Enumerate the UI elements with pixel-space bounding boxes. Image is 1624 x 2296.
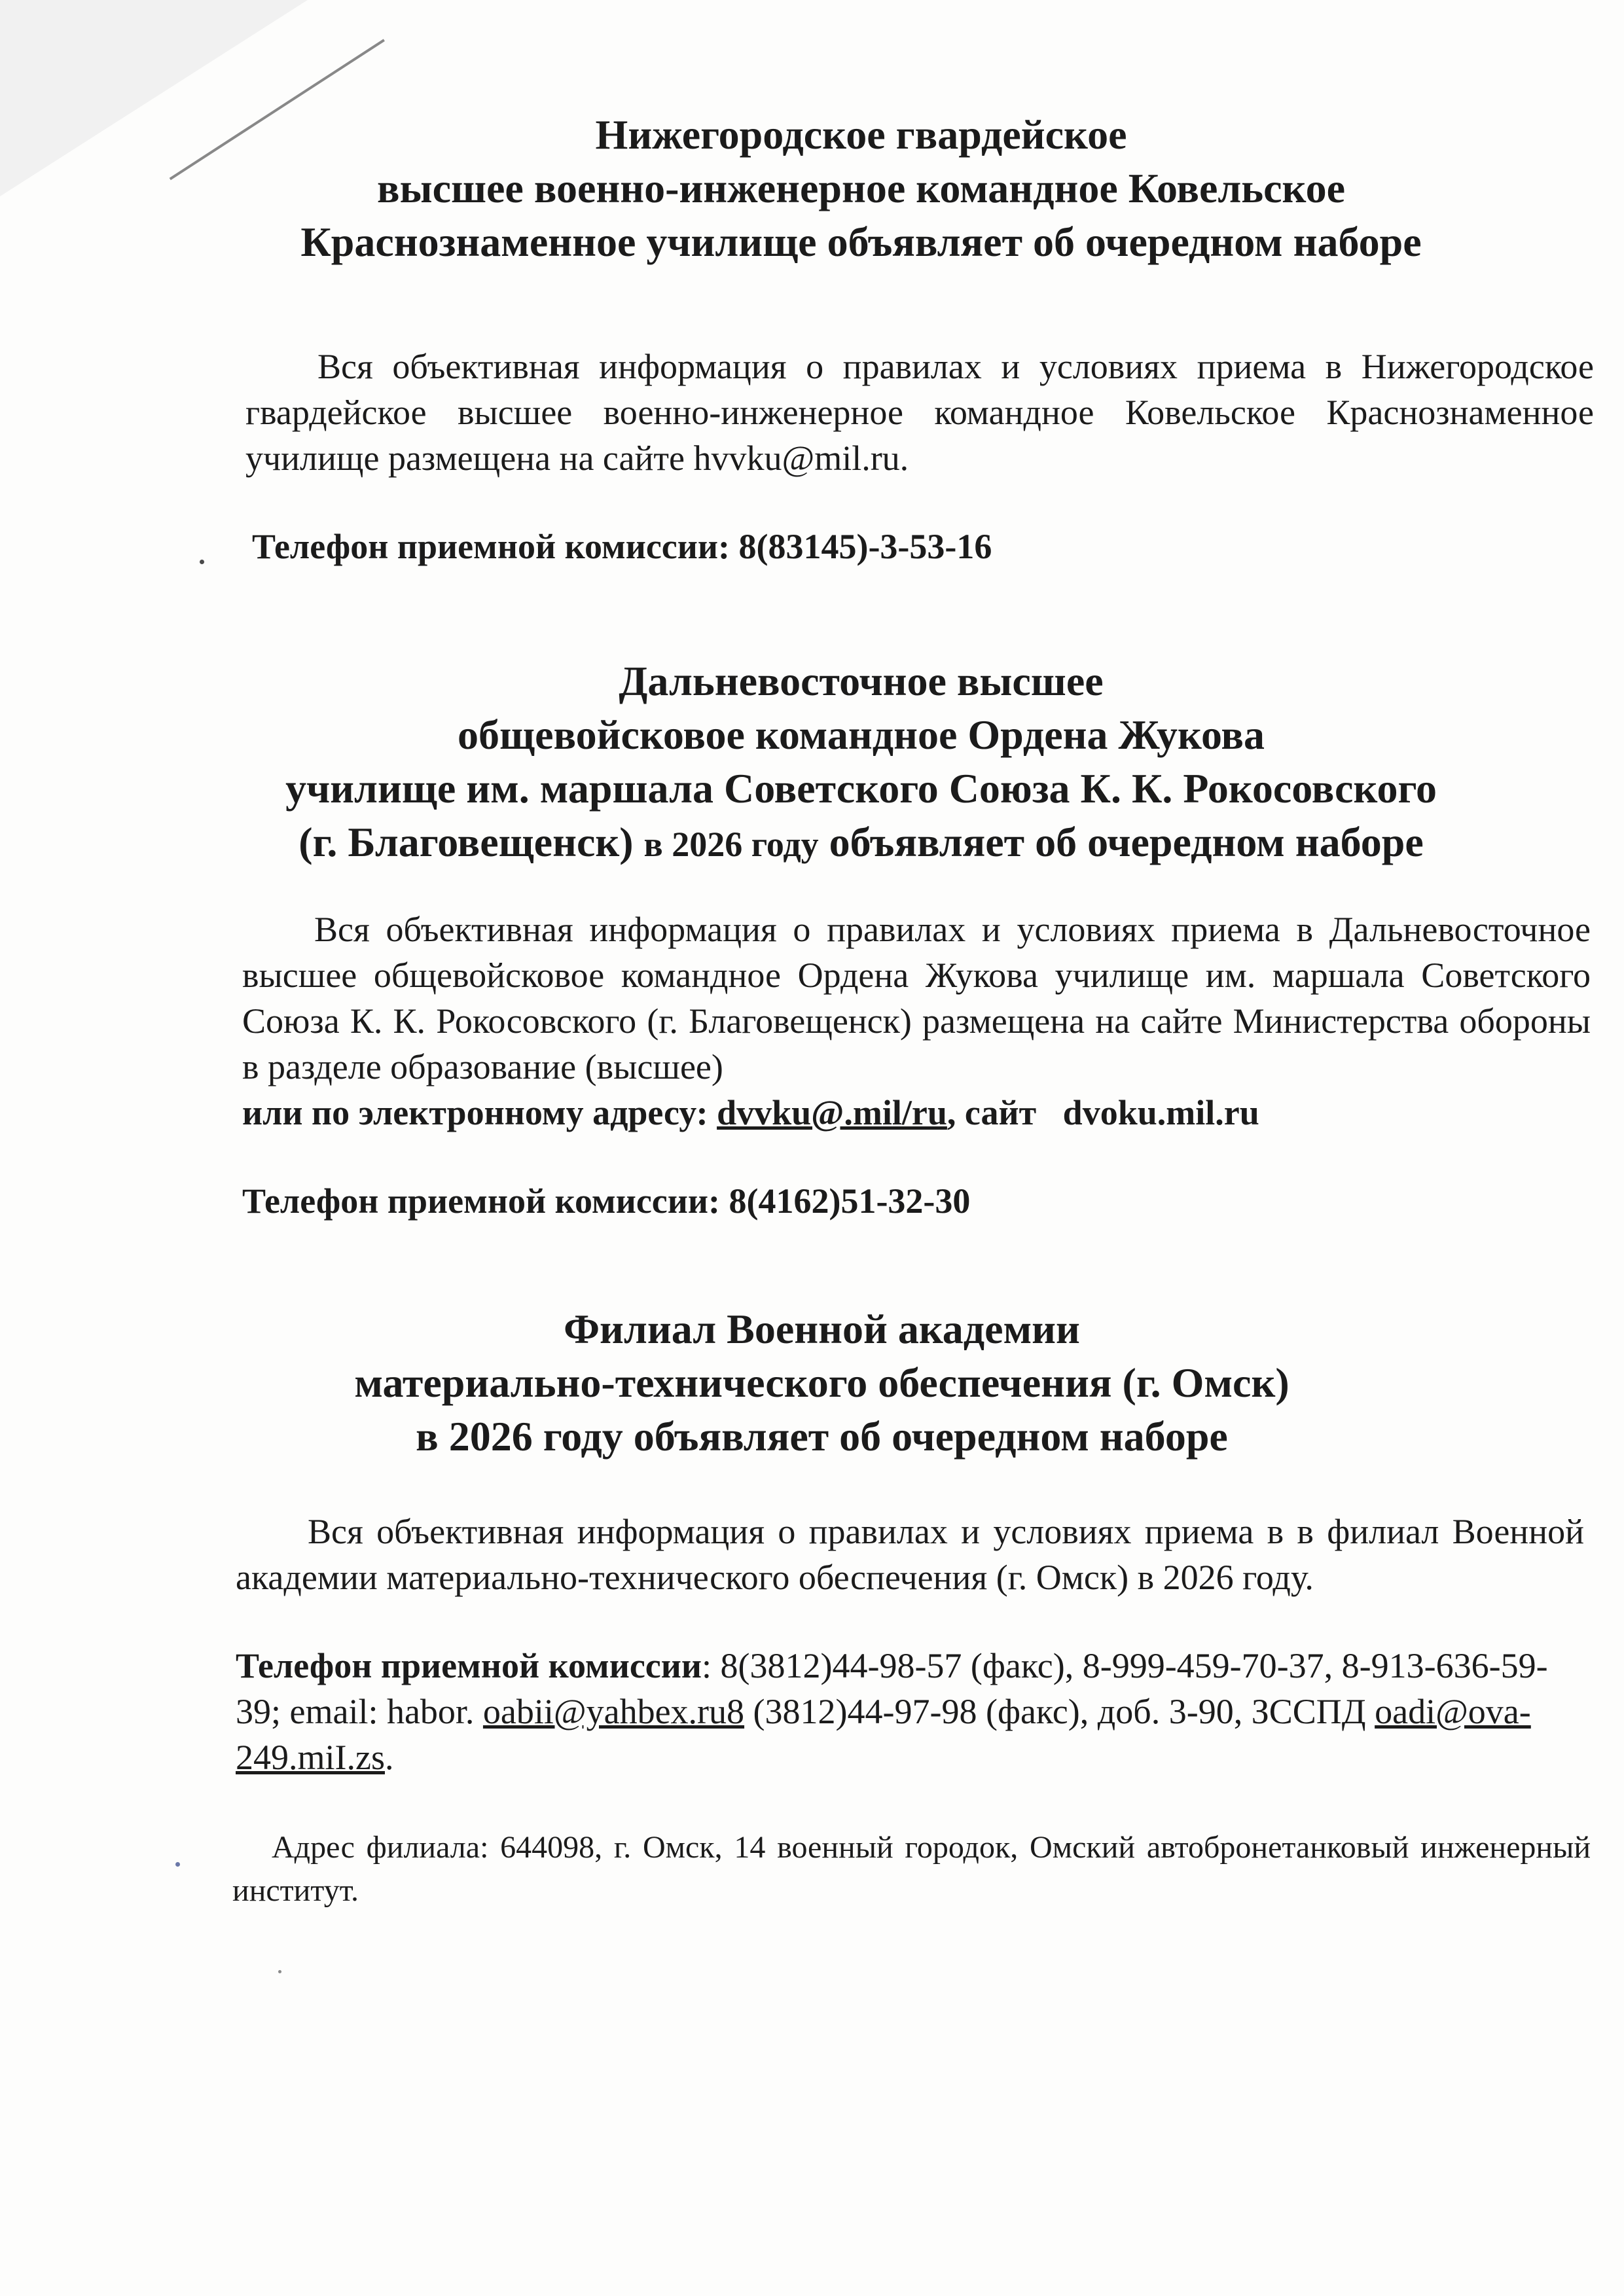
section-3-phone-part-2: (3812)44-97-98 (факс), доб. 3-90, ЗССПД bbox=[744, 1692, 1366, 1731]
section-3-phone-part-1: : 8(3812)44-98-57 (факс), 8-999-459-70-37, 8-913-636-59-39; email: habor. bbox=[236, 1646, 1548, 1731]
section-3-title-line-1: Филиал Военной академии bbox=[564, 1306, 1080, 1352]
section-2-paragraph bbox=[242, 906, 1591, 1090]
section-3-phone-label: Телефон приемной комиссии bbox=[236, 1646, 702, 1685]
section-3-phone-end: . bbox=[384, 1738, 394, 1777]
section-1-phone-number: 8(83145)-3-53-16 bbox=[738, 527, 992, 566]
section-3-title bbox=[0, 1302, 1624, 1463]
section-2-site-link[interactable]: dvoku.mil.ru bbox=[1062, 1093, 1259, 1132]
section-2-title-year: в 2026 году bbox=[643, 825, 819, 864]
section-1-title bbox=[0, 108, 1624, 269]
scan-speck bbox=[278, 1970, 281, 1973]
section-2-contacts bbox=[242, 1090, 1591, 1136]
section-2-title-announce: объявляет об очередном наборе bbox=[829, 819, 1424, 865]
section-2-phone bbox=[242, 1178, 970, 1224]
scan-speck bbox=[200, 560, 204, 564]
section-2-phone-number: 8(4162)51-32-30 bbox=[729, 1181, 971, 1221]
section-3-title-line-2: материально-технического обеспечения (г. Омск) bbox=[354, 1359, 1290, 1406]
section-2-title bbox=[0, 655, 1624, 871]
section-1-phone bbox=[252, 524, 992, 569]
section-2-title-line-4 bbox=[98, 816, 1624, 871]
section-1-title-line-2: высшее военно-инженерное командное Ковельское bbox=[377, 165, 1345, 211]
section-2-title-city: (г. Благовещенск) bbox=[298, 819, 634, 865]
section-2-site-label: , сайт bbox=[947, 1093, 1037, 1132]
section-2-email-link[interactable]: dvvku@.mil/ru bbox=[717, 1093, 947, 1132]
section-3-email-link-2[interactable]: oadi@ova-249.miI.zs bbox=[236, 1692, 1531, 1777]
section-2-paragraph-text: Вся объективная информация о правилах и условиях приема в Дальневосточное высшее общевойсковое командное Ордена Жукова училище им. маршала Советского Союза К. К. Рокосовского (г. Благовещенск) размещена на сайте Министерства обороны в разделе образование (высшее) bbox=[242, 910, 1591, 1086]
section-2-phone-label: Телефон приемной комиссии: bbox=[242, 1181, 720, 1221]
section-2-title-line-2: общевойсковое командное Ордена Жукова bbox=[458, 711, 1265, 758]
section-2-title-line-1: Дальневосточное высшее bbox=[619, 658, 1104, 704]
section-3-paragraph bbox=[236, 1509, 1584, 1600]
section-3-paragraph-text: Вся объективная информация о правилах и условиях приема в в филиал Военной академии материально-технического обеспечения (г. Омск) в 2026 году. bbox=[236, 1512, 1584, 1597]
section-2-email-prefix: или по электронному адресу: bbox=[242, 1093, 708, 1132]
section-3-email-link-1[interactable]: oabii@yahbex.ru8 bbox=[482, 1692, 745, 1731]
section-3-contacts bbox=[236, 1643, 1584, 1780]
section-1-title-line-1: Нижегородское гвардейское bbox=[595, 111, 1127, 158]
section-1-paragraph-text: Вся объективная информация о правилах и условиях приема в Нижегородское гвардейское высшее военно-инженерное командное Ковельское Краснознаменное училище размещена на сайте hvvku@mil.ru. bbox=[245, 347, 1594, 478]
section-2-title-line-3: училище им. маршала Советского Союза К. К. Рокосовского bbox=[285, 765, 1437, 812]
section-3-address-text: Адрес филиала: 644098, г. Омск, 14 военный городок, Омский автобронетанковый инженерный институт. bbox=[232, 1830, 1591, 1908]
section-3-address bbox=[232, 1826, 1591, 1912]
section-1-phone-label: Телефон приемной комиссии: bbox=[252, 527, 730, 566]
section-3-title-line-3: в 2026 году объявляет об очередном наборе bbox=[416, 1413, 1228, 1460]
section-1-title-line-3: Краснознаменное училище объявляет об очередном наборе bbox=[300, 219, 1422, 265]
scan-speck bbox=[175, 1862, 180, 1867]
section-1-paragraph bbox=[245, 344, 1594, 481]
